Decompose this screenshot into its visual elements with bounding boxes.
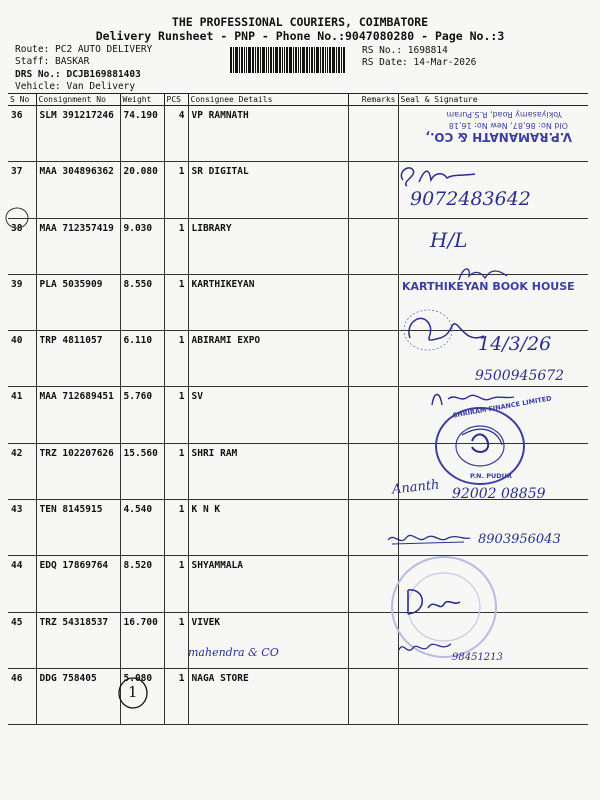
rs-date: RS Date: 14-Mar-2026 — [362, 57, 477, 68]
col-remarks: Remarks — [348, 94, 398, 106]
cell-remarks — [348, 443, 398, 499]
phone-46: 98451213 — [452, 652, 503, 663]
signature-40 — [400, 308, 490, 358]
cell-consignment: EDQ 17869764 — [36, 556, 120, 612]
cell-consignee: SR DIGITAL — [188, 162, 348, 218]
col-consignee: Consignee Details — [188, 94, 348, 106]
col-signature: Seal & Signature — [398, 94, 588, 106]
note-38: H/L — [430, 228, 468, 252]
cell-remarks — [348, 387, 398, 443]
cell-pcs: 1 — [164, 443, 188, 499]
cell-weight: 4.540 — [120, 500, 164, 556]
cell-sno: 45 — [8, 612, 36, 668]
cell-consignment: MAA 712689451 — [36, 387, 120, 443]
margin-mark: 1 — [128, 683, 138, 701]
cell-sno: 43 — [8, 500, 36, 556]
cell-pcs: 1 — [164, 162, 188, 218]
cell-weight: 16.700 — [120, 612, 164, 668]
cell-consignment: PLA 5035909 — [36, 274, 120, 330]
table-row — [8, 556, 588, 612]
cell-sno: 41 — [8, 387, 36, 443]
rs-number: RS No.: 1698814 — [362, 45, 448, 56]
cell-consignment: TRZ 102207626 — [36, 443, 120, 499]
phone-41: 9500945672 — [475, 368, 565, 384]
cell-weight: 8.550 — [120, 274, 164, 330]
date-40: 14/3/26 — [478, 333, 552, 355]
staff: Staff: BASKAR — [15, 56, 90, 67]
cell-weight: 8.520 — [120, 556, 164, 612]
stamp-company: V.P.RAMANATH & CO., — [425, 130, 572, 144]
cell-remarks — [348, 331, 398, 387]
barcode — [230, 47, 358, 73]
signature-45 — [398, 580, 468, 620]
cell-sno: 36 — [8, 106, 36, 162]
company-title: THE PROFESSIONAL COURIERS, COIMBATORE — [171, 15, 429, 29]
col-weight: Weight — [120, 94, 164, 106]
route: Route: PC2 AUTO DELIVERY — [15, 44, 153, 55]
vehicle: Vehicle: Van Delivery — [15, 81, 136, 92]
circle-mark-38 — [4, 206, 30, 230]
cell-pcs: 1 — [164, 218, 188, 274]
stamp-address-2: Yokiyasamy Road, R.S.Puram — [446, 110, 562, 119]
cell-remarks — [348, 274, 398, 330]
cell-sno: 38 — [8, 218, 36, 274]
drs-number: DRS No.: DCJB169881403 — [15, 69, 141, 80]
signature-43: Ananth — [391, 477, 441, 498]
stamp-address-1: Old No: 86,87, New No: 16,18 — [448, 121, 568, 130]
cell-pcs: 1 — [164, 668, 188, 724]
cell-pcs: 1 — [164, 556, 188, 612]
note-46: mahendra & CO — [188, 646, 279, 659]
cell-consignee: SV — [188, 387, 348, 443]
cell-pcs: 1 — [164, 387, 188, 443]
cell-sno: 40 — [8, 331, 36, 387]
cell-remarks — [348, 162, 398, 218]
cell-consignee: K N K — [188, 500, 348, 556]
karthikeyan-stamp: KARTHIKEYAN BOOK HOUSE — [402, 280, 575, 293]
cell-sno: 42 — [8, 443, 36, 499]
cell-remarks — [348, 668, 398, 724]
cell-consignee: VIVEK — [188, 612, 348, 668]
runsheet-subtitle: Delivery Runsheet - PNP - Phone No.:9047080280 - Page No.:3 — [95, 29, 505, 43]
cell-sno: 39 — [8, 274, 36, 330]
vp-ramanath-stamp — [375, 104, 590, 146]
phone-43: 92002 08859 — [452, 486, 546, 502]
table-row — [8, 668, 588, 724]
phone-37: 9072483642 — [410, 188, 531, 210]
signature-46 — [395, 636, 455, 660]
cell-pcs: 1 — [164, 612, 188, 668]
cell-pcs: 4 — [164, 106, 188, 162]
cell-pcs: 1 — [164, 331, 188, 387]
cell-consignment: DDG 758405 — [36, 668, 120, 724]
shriram-stamp-place: P.N. PUDUR — [470, 472, 512, 480]
cell-consignment: TRP 4811057 — [36, 331, 120, 387]
cell-consignee: SHRI RAM — [188, 443, 348, 499]
signature-39 — [455, 262, 515, 284]
cell-consignee: ABIRAMI EXPO — [188, 331, 348, 387]
cell-remarks — [348, 218, 398, 274]
cell-consignee: LIBRARY — [188, 218, 348, 274]
signature-44 — [384, 528, 474, 550]
cell-consignment: SLM 391217246 — [36, 106, 120, 162]
cell-weight: 6.110 — [120, 331, 164, 387]
cell-sno: 37 — [8, 162, 36, 218]
cell-weight: 74.190 — [120, 106, 164, 162]
table-row — [8, 500, 588, 556]
col-pcs: PCS — [164, 94, 188, 106]
cell-signature — [398, 668, 588, 724]
cell-consignee: NAGA STORE — [188, 668, 348, 724]
cell-consignee: SHYAMMALA — [188, 556, 348, 612]
cell-weight: 9.030 — [120, 218, 164, 274]
cell-pcs: 1 — [164, 274, 188, 330]
cell-consignment: TEN 8145915 — [36, 500, 120, 556]
cell-consignment: MAA 712357419 — [36, 218, 120, 274]
cell-consignee: KARTHIKEYAN — [188, 274, 348, 330]
phone-44: 8903956043 — [478, 532, 561, 547]
cell-sno: 46 — [8, 668, 36, 724]
cell-consignee: VP RAMNATH — [188, 106, 348, 162]
col-sno: S No — [8, 94, 36, 106]
shriram-stamp-name: SHRIRAM FINANCE LIMITED — [452, 394, 553, 420]
cell-weight: 15.560 — [120, 443, 164, 499]
signature-37 — [395, 160, 485, 190]
cell-weight: 5.760 — [120, 387, 164, 443]
cell-consignment: TRZ 54318537 — [36, 612, 120, 668]
cell-pcs: 1 — [164, 500, 188, 556]
col-consignment: Consignment No — [36, 94, 120, 106]
cell-consignment: MAA 304896362 — [36, 162, 120, 218]
cell-sno: 44 — [8, 556, 36, 612]
cell-weight: 20.080 — [120, 162, 164, 218]
cell-weight: 5.080 — [120, 668, 164, 724]
